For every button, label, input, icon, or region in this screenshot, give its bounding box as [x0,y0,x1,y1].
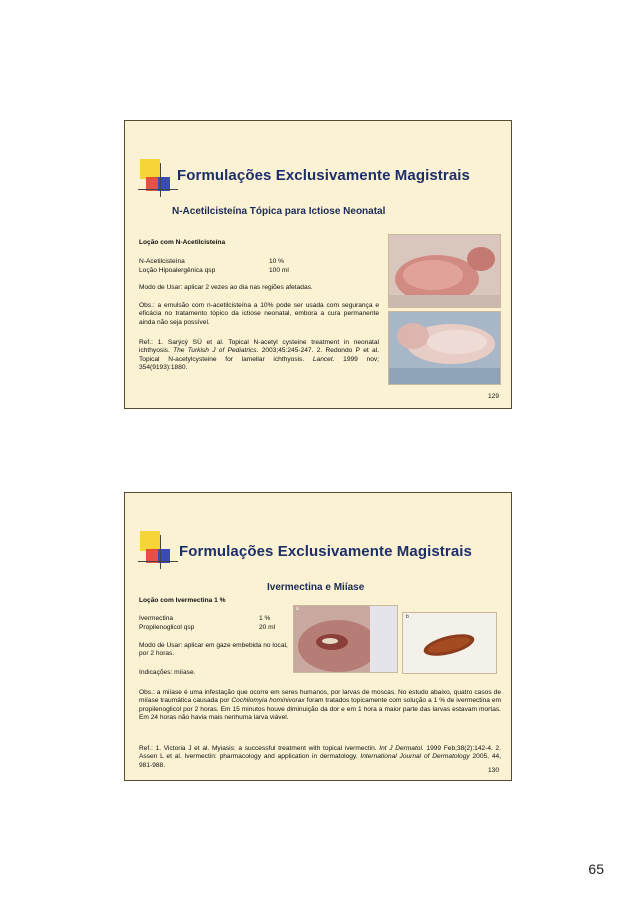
myiasis-wound-photo [293,605,398,673]
references-text: Ref.: 1. Sarýcý SÜ et al. Topical N-acetyl cysteine treatment in neonatal ichthyosis. The Turkish J of Pediatrics. 2003;45:245-247. 2. Redondo P et al. Topical N-acetylcysteine for lamellar ichthyosis. Lancet. 1999 nov; 354(9193):1880. [139,339,379,371]
larva-photo [402,612,497,674]
slide-title: Formulações Exclusivamente Magistrais [177,167,470,184]
slide-page-number: 129 [487,393,499,400]
formula-heading: Loção com Ivermectina 1 % [139,597,226,604]
slide-title: Formulações Exclusivamente Magistrais [179,543,472,560]
slide-130 [124,492,512,781]
usage-text: Modo de Usar: aplicar 2 vezes ao dia nas regiões afetadas. [139,284,313,291]
formula-heading: Loção com N-Acetilcisteína [139,239,226,246]
baby-photo-1 [388,234,501,308]
ingredient-qty: 100 ml [269,267,289,274]
baby-photo-2 [388,311,501,385]
ingredient-name: N-Acetilcisteína [139,258,185,265]
ingredient-qty: 10 % [269,258,285,265]
slide-page-number: 130 [487,767,499,774]
document-page-number: 65 [588,861,604,877]
ingredient-qty: 20 ml [259,624,276,631]
ingredient-name: Ivermectina [139,615,174,622]
photo-label: b [406,614,409,620]
slide-129 [124,120,512,409]
obs-text: Obs.: a emulsão com n-acetilcisteína a 10% pode ser usada com segurança e eficácia no tratamento tópico da ictiose neonatal, embora a cura permanente ainda não seja possível. [139,302,379,326]
ingredient-name: Propilenoglicol qsp [139,624,195,631]
slide-subtitle: N-Acetilcisteína Tópica para Ictiose Neonatal [172,206,386,217]
ingredient-name: Loção Hipoalergênica qsp [139,267,216,274]
slide-subtitle: Ivermectina e Miíase [267,582,365,593]
obs-text: Obs.: a miíase é uma infestação que ocorre em seres humanos, por larvas de moscas. No estudo abaixo, quatro casos de miíase traumática causada por Cochliomyia hominivorax foram tratados topicamente com solução a 1 % de ivermectina em propilenoglicol por 2 horas. Em 15 minutos houve diminuição da dor e em 1 hora a maior parte das larvas estavam mortas. Em 24 horas não havia mais nenhuma larva viável. [139,689,502,721]
ingredient-qty: 1 % [259,615,271,622]
usage-text: Modo de Usar: aplicar em gaze embebida no local, por 2 horas. [139,642,288,658]
references-text: Ref.: 1. Victoria J et al. Myiasis: a successful treatment with topical ivermectin. Int J Dermatol. 1999 Feb;38(2):142-4. 2. Assen L et al. Ivermectin: pharmacology and application in dermatology. International Journal of Dermatology 2005, 44, 981-988. [139,745,502,769]
indications-text: Indicações: miíase. [139,669,196,676]
slide-decoration-squares [138,531,180,571]
photo-label: a [296,606,299,612]
slide-decoration-squares [138,159,180,199]
